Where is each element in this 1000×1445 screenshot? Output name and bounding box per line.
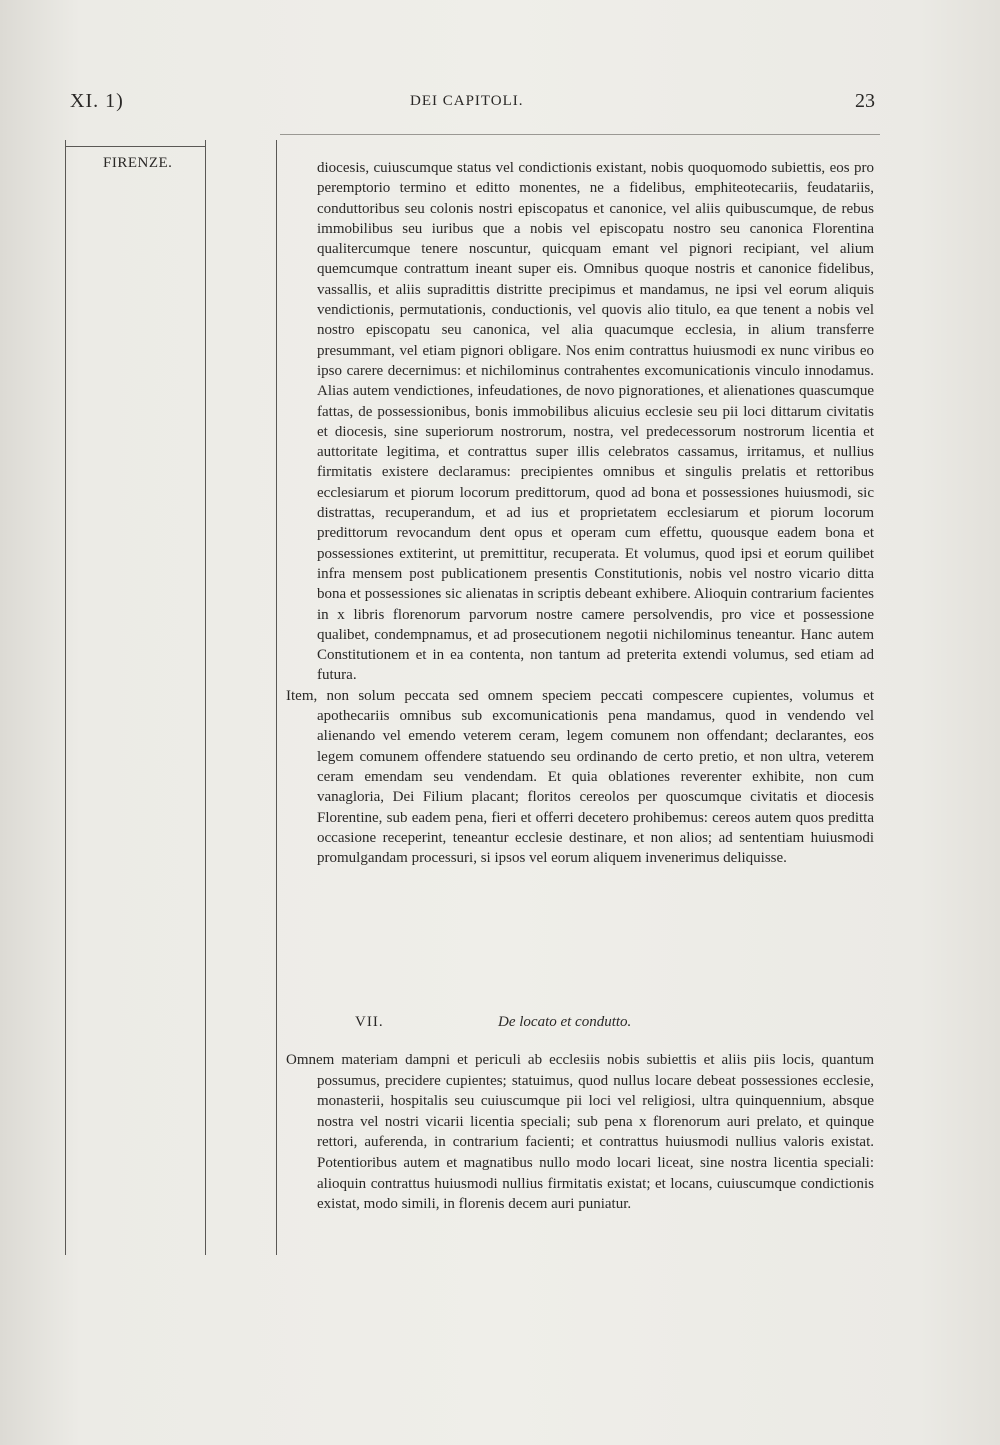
margin-rule-left: [65, 140, 66, 1255]
running-header: [70, 90, 875, 120]
section-number: VII.: [355, 1014, 384, 1030]
margin-rule-middle: [205, 140, 206, 1255]
margin-box-top-rule: [65, 146, 205, 147]
running-title: DEI CAPITOLI.: [410, 93, 524, 109]
paragraph-item: Item, non solum peccata sed omnem speciem peccati compescere cupientes, volumus et apothecariis omnibus sub excomunicationis pena mandamus, quod in vendendo vel alienando vel emendo veterem ceram, legem comunem non offendant; declarantes, eos legem comunem offendere statuendo seu ordinando de certo pretio, et non ultra, veterem ceram emendam seu vendendam. Et quia oblationes reverenter exhibite, non cum vanagloria, Dei Filium placant; floritos cereolos per quoscumque civitatis et diocesis Florentine, sub eadem pena, fieri et offerri decetero prohibemus: cereos autem quos preditta occasione receperint, teneantur ecclesie destinare, et non alios; ad sententiam huiusmodi promulgandam processuri, si ipsos vel eorum aliquem invenerimus deliquisse.: [286, 687, 874, 867]
paragraph-section-vii: Omnem materiam dampni et periculi ab ecclesiis nobis subiettis et aliis piis locis, quantum possumus, precidere cupientes; statuimus, quod nullus locare debeat possessiones ecclesie, monasterii, hospitalis seu cuiuscumque pii loci vel religiosi, ultra quinquennium, absque nostra vel nostri vicarii licentia speciali; sub pena x florenorum auri prelato, et quinque rettori, auferenda, in contrarium facienti; et contrattus huiusmodi nullius valoris existat. Potentioribus autem et magnatibus nullo modo locari liceat, sine nostra licentia speciali: alioquin contrattus huiusmodi nullius firmitatis existat; et locans, cuiuscumque condictionis existat, modo simili, in florenis decem auri puniatur.: [286, 1052, 874, 1213]
margin-sidenote: FIRENZE.: [103, 155, 173, 171]
section-title: De locato et conduttο.: [498, 1014, 632, 1030]
paragraph-continuation: diocesis, cuiuscumque status vel condictionis existant, nobis quoquomodo subiettis, eos pro peremptorio termino et editto monentes, ne a fidelibus, emphiteotecariis, feudatariis, conduttoribus seu colonis nostri episcopatus et canonice, vel aliis quibuscumque, de rebus immobilibus seu iuribus que a nobis vel episcopatu nostro seu canonica Florentina qualitercumque tenere noscuntur, quicquam emant vel pignori recipiant, vel alium quemcumque contrattum ineant super eis. Omnibus quoque nostris et canonice fidelibus, vassallis, et aliis supradittis distritte precipimus et mandamus, ne ipsi vel eorum aliquis vendictionis, permutationis, conductionis, vel quovis alio titulo, ea que tenent a nobis vel nostro episcopatu seu canonica, vel alia quacumque ecclesia, in alium transferre presummant, vel etiam pignori obligare. Nos enim contrattus huiusmodi ex nunc viribus eo ipso carere decernimus: et nichilominus contrahentes excomunicationis vinculo innodamus. Alias autem vendictiones, infeudationes, de novo pignorationes, et alienationes quascumque fattas, de possessionibus, bonis immobilibus alicuius ecclesie seu pii loci dittarum civitatis et diocesis, sine superiorum nostrorum, nostra, vel predecessorum nostrorum licentia et auttoritate legitima, et contrattus super illis celebratos cassamus, irritamus, et nullius firmitatis existere declaramus: precipientes omnibus et singulis prelatis et rettoribus ecclesiarum et piorum locorum predittorum, quod ad bona et possessiones huiusmodi, sic distrattas, recuperandum, et ad ius et proprietatem ecclesiarum et piorum locorum predittorum revocandum dent opus et operam cum effettu, quousque eadem bona et possessiones extiterint, ut premittitur, recuperata. Et volumus, quod ipsi et eorum quilibet infra mensem post publicationem presentis Constitutionis, nobis vel nostro vicario ditta bona et possessiones sic alienatas in scriptis debeant exhibere. Alioquin contrarium facientes in x libris florenorum parvorum nostre camere persolvendis, pro vice et possessione qualibet, condempnamus, et ad prosecutionem negotii nichilominus teneantur. Hanc autem Constitutionem et in ea contenta, non tantum ad preterita extendi volumus, sed etiam ad futura.: [317, 160, 874, 684]
section-text: [286, 1050, 874, 1215]
main-text: [286, 158, 874, 868]
chapter-reference: XI. 1): [70, 90, 124, 112]
header-rule: [280, 134, 880, 135]
page-number: 23: [855, 90, 875, 112]
margin-rule-right: [276, 140, 277, 1255]
